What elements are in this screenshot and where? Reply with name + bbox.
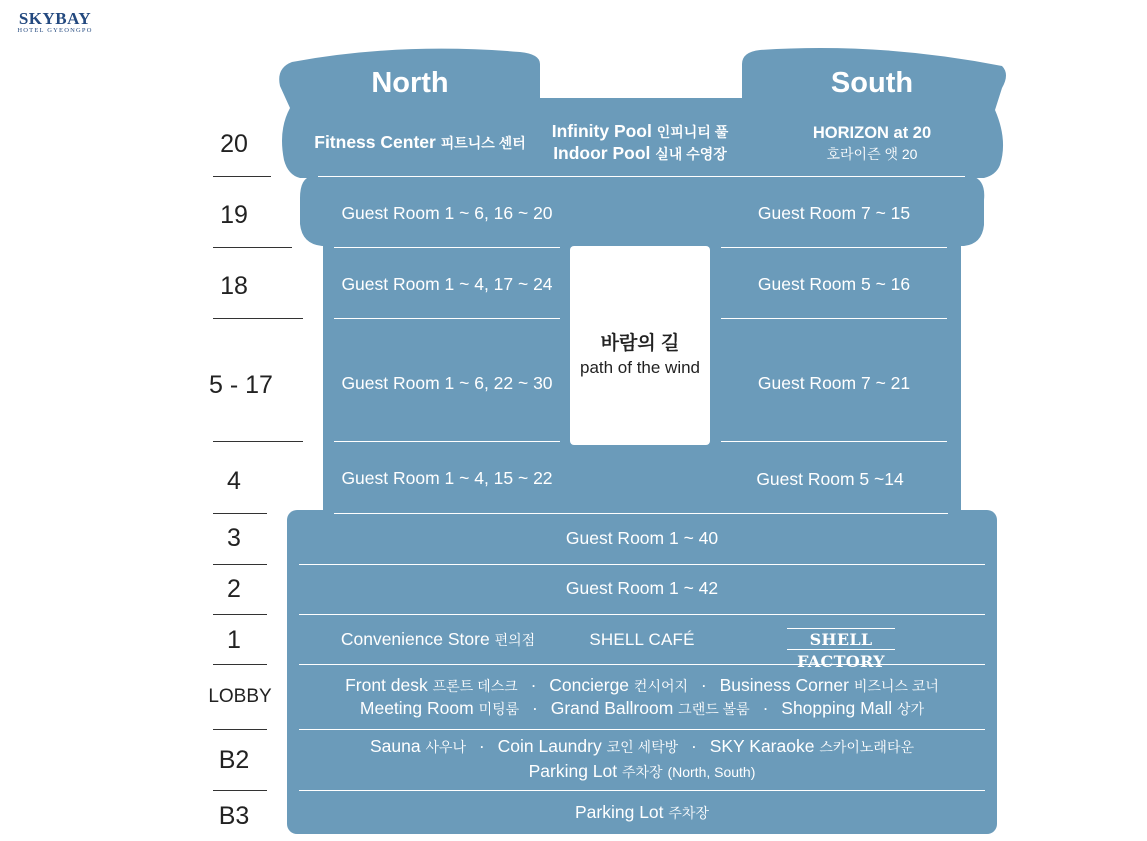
infinity-pool	[540, 120, 740, 143]
fitness-center	[300, 131, 540, 154]
business-corner-en: Business Corner	[719, 675, 849, 695]
atrium-title-en: path of the wind	[579, 358, 701, 377]
horizon-ko: 호라이즌 앳 20	[826, 146, 918, 162]
shopping-mall-en: Shopping Mall	[781, 698, 893, 718]
indoor-pool	[540, 142, 740, 165]
shell-factory-logo: SHELL FACTORY	[787, 628, 895, 650]
floor-label-b3: B3	[218, 802, 250, 830]
convenience-store-en: Convenience Store	[340, 629, 490, 649]
f3-rooms: Guest Room 1 ~ 40	[565, 528, 719, 548]
meeting-room-en: Meeting Room	[359, 698, 474, 718]
concierge-ko: 컨시어지	[633, 678, 689, 694]
floor-line-20	[213, 176, 271, 177]
floor-line-2	[213, 614, 267, 615]
logo-wordmark: SKYBAY	[18, 9, 92, 28]
b2-parking-ko: 주차장	[622, 764, 663, 780]
fitness-center-en: Fitness Center	[314, 132, 436, 152]
floor-label-19: 19	[220, 201, 248, 229]
floor-line-19	[213, 247, 292, 248]
infinity-pool-ko: 인피니티 풀	[656, 124, 729, 140]
business-corner-ko: 비즈니스 코너	[853, 678, 939, 694]
fitness-center-ko: 피트니스 센터	[440, 135, 526, 151]
floor-line-b2	[213, 790, 267, 791]
divider-18-north	[334, 318, 560, 319]
shopping-mall-ko: 상가	[897, 701, 925, 717]
f18-north-rooms: Guest Room 1 ~ 4, 17 ~ 24	[341, 274, 553, 294]
b3-line	[299, 801, 985, 824]
separator-dot: ·	[762, 698, 769, 718]
lobby-line-1	[299, 674, 985, 697]
f2-rooms: Guest Room 1 ~ 42	[565, 578, 719, 598]
separator-dot: ·	[532, 698, 538, 718]
divider-2	[299, 614, 985, 615]
floor-line-3	[213, 564, 267, 565]
f18-south-rooms: Guest Room 5 ~ 16	[757, 274, 911, 294]
concierge-en: Concierge	[549, 675, 630, 695]
floor-label-3: 3	[227, 524, 241, 552]
b2-parking-en: Parking Lot	[528, 761, 618, 781]
floor-label-20: 20	[220, 130, 248, 158]
b2-parking-note: (North, South)	[667, 764, 756, 780]
f5-17-south-rooms: Guest Room 7 ~ 21	[757, 373, 911, 393]
divider-19-north	[334, 247, 560, 248]
sky-karaoke-en: SKY Karaoke	[709, 736, 815, 756]
lobby-line-2	[299, 697, 985, 720]
indoor-pool-en: Indoor Pool	[553, 143, 651, 163]
floor-label-5-17: 5 - 17	[209, 371, 273, 399]
floor-label-4: 4	[227, 467, 241, 495]
front-desk-en: Front desk	[345, 675, 428, 695]
floor-label-b2: B2	[218, 746, 250, 774]
floor-line-17	[213, 441, 303, 442]
b2-line-2	[299, 760, 985, 783]
meeting-room-ko: 미팅룸	[478, 701, 520, 717]
south-wing-heading: South	[830, 67, 914, 99]
divider-18-south	[721, 318, 947, 319]
separator-dot: ·	[530, 675, 537, 695]
infinity-pool-en: Infinity Pool	[551, 121, 652, 141]
separator-dot: ·	[478, 736, 485, 756]
grand-ballroom-en: Grand Ballroom	[550, 698, 674, 718]
front-desk-ko: 프론트 데스크	[432, 678, 518, 694]
podium-block	[287, 510, 997, 834]
sauna-en: Sauna	[369, 736, 421, 756]
north-wing-heading: North	[371, 67, 449, 99]
divider-lobby	[299, 729, 985, 730]
divider-19-south	[721, 247, 947, 248]
f4-north-rooms: Guest Room 1 ~ 4, 15 ~ 22	[341, 468, 553, 488]
convenience-store-ko: 편의점	[494, 632, 536, 648]
divider-4	[334, 513, 948, 514]
separator-dot: ·	[700, 675, 707, 695]
indoor-pool-ko: 실내 수영장	[655, 146, 727, 162]
separator-dot: ·	[691, 736, 697, 756]
f19-south-rooms: Guest Room 7 ~ 15	[757, 203, 911, 223]
floor-line-1	[213, 664, 267, 665]
floor-label-1: 1	[227, 626, 241, 654]
divider-17-south	[721, 441, 947, 442]
b3-parking-ko: 주차장	[668, 805, 709, 821]
divider-20	[318, 176, 965, 177]
convenience-store	[318, 628, 558, 651]
b2-line-1	[299, 735, 985, 758]
floor-label-2: 2	[227, 575, 241, 603]
floor-line-lobby	[213, 729, 267, 730]
floor-line-4	[213, 513, 267, 514]
divider-3	[299, 564, 985, 565]
divider-17-north	[334, 441, 560, 442]
coin-laundry-ko: 코인 세탁방	[606, 739, 679, 755]
f5-17-north-rooms: Guest Room 1 ~ 6, 22 ~ 30	[341, 373, 553, 393]
atrium-title-ko: 바람의 길	[600, 333, 680, 354]
f4-south-rooms: Guest Room 5 ~14	[756, 469, 904, 489]
shell-cafe: SHELL CAFÉ	[589, 630, 695, 649]
coin-laundry-en: Coin Laundry	[497, 736, 602, 756]
floor-label-lobby: LOBBY	[208, 686, 272, 707]
logo-subtitle: HOTEL GYEONGPO	[17, 27, 93, 34]
sky-karaoke-ko: 스카이노래타운	[819, 739, 914, 755]
f19-north-rooms: Guest Room 1 ~ 6, 16 ~ 20	[341, 203, 553, 223]
floor-label-18: 18	[220, 272, 248, 300]
divider-b2	[299, 790, 985, 791]
floor-line-18	[213, 318, 303, 319]
b3-parking-en: Parking Lot	[575, 802, 664, 822]
grand-ballroom-ko: 그랜드 볼룸	[678, 701, 750, 717]
horizon-en: HORIZON at 20	[812, 124, 932, 142]
sauna-ko: 사우나	[425, 739, 467, 755]
